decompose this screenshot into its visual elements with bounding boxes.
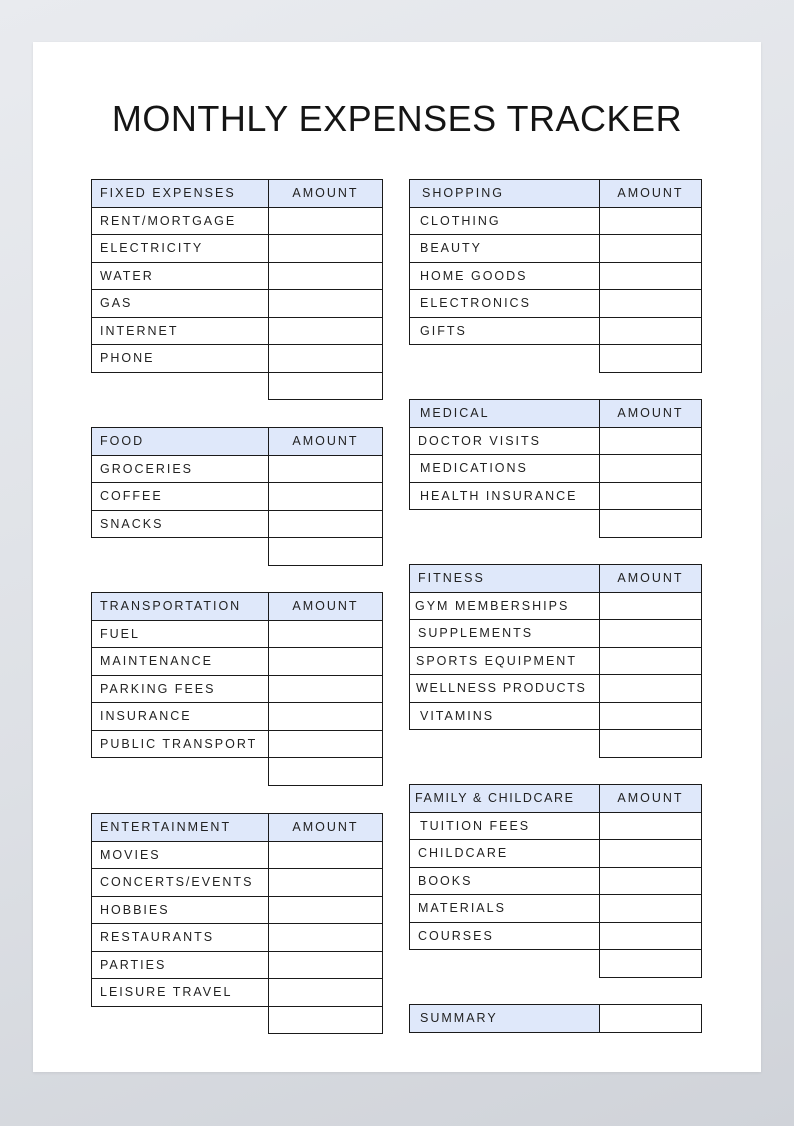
expense-label: BOOKS <box>410 867 600 895</box>
expense-label: SPORTS EQUIPMENT <box>410 647 600 675</box>
amount-header: AMOUNT <box>600 785 702 813</box>
total-cell[interactable] <box>269 758 383 786</box>
table-food <box>91 427 383 566</box>
expense-label: HEALTH INSURANCE <box>410 482 600 510</box>
expense-label: COFFEE <box>92 483 269 511</box>
amount-cell[interactable] <box>600 317 702 345</box>
amount-cell[interactable] <box>600 427 702 455</box>
expense-label: GROCERIES <box>92 455 269 483</box>
amount-header: AMOUNT <box>600 400 702 428</box>
amount-cell[interactable] <box>269 924 383 952</box>
table-entertainment <box>91 813 383 1034</box>
total-cell[interactable] <box>269 372 383 400</box>
amount-cell[interactable] <box>269 620 383 648</box>
table-fitness <box>409 564 702 758</box>
amount-header: AMOUNT <box>269 180 383 208</box>
page-title: MONTHLY EXPENSES TRACKER <box>111 98 683 139</box>
amount-cell[interactable] <box>600 812 702 840</box>
expense-label: ELECTRICITY <box>92 235 269 263</box>
amount-cell[interactable] <box>269 675 383 703</box>
section-header: SHOPPING <box>410 180 600 208</box>
amount-cell[interactable] <box>600 235 702 263</box>
amount-cell[interactable] <box>600 895 702 923</box>
amount-cell[interactable] <box>600 207 702 235</box>
expense-label: ELECTRONICS <box>410 290 600 318</box>
expense-label: DOCTOR VISITS <box>410 427 600 455</box>
amount-header: AMOUNT <box>269 814 383 842</box>
table-medical <box>409 399 702 538</box>
section-header: FITNESS <box>410 565 600 593</box>
table-fixed-expenses <box>91 179 383 400</box>
expense-label: RESTAURANTS <box>92 924 269 952</box>
amount-cell[interactable] <box>600 482 702 510</box>
section-header: MEDICAL <box>410 400 600 428</box>
amount-cell[interactable] <box>269 290 383 318</box>
total-cell[interactable] <box>269 1006 383 1034</box>
amount-cell[interactable] <box>269 730 383 758</box>
expense-label: PARKING FEES <box>92 675 269 703</box>
section-header: SUMMARY <box>410 1005 600 1033</box>
expense-label: PARTIES <box>92 951 269 979</box>
amount-cell[interactable] <box>269 648 383 676</box>
amount-cell[interactable] <box>269 483 383 511</box>
expense-label: MEDICATIONS <box>410 455 600 483</box>
amount-cell[interactable] <box>600 867 702 895</box>
expense-label: VITAMINS <box>410 702 600 730</box>
amount-cell[interactable] <box>600 647 702 675</box>
blank-cell <box>410 950 600 978</box>
total-cell[interactable] <box>600 950 702 978</box>
expense-label: COURSES <box>410 922 600 950</box>
amount-cell[interactable] <box>600 592 702 620</box>
amount-cell[interactable] <box>269 317 383 345</box>
amount-cell[interactable] <box>600 702 702 730</box>
blank-cell <box>92 372 269 400</box>
table-transportation <box>91 592 383 786</box>
amount-cell[interactable] <box>269 979 383 1007</box>
expense-label: CLOTHING <box>410 207 600 235</box>
blank-cell <box>92 1006 269 1034</box>
section-header: FOOD <box>92 428 269 456</box>
amount-cell[interactable] <box>600 922 702 950</box>
expense-label: CONCERTS/EVENTS <box>92 869 269 897</box>
expense-label: SNACKS <box>92 510 269 538</box>
blank-cell <box>410 510 600 538</box>
expenses-sheet <box>33 42 761 1072</box>
amount-cell[interactable] <box>269 262 383 290</box>
expense-label: HOME GOODS <box>410 262 600 290</box>
total-cell[interactable] <box>600 345 702 373</box>
amount-cell[interactable] <box>600 290 702 318</box>
expense-label: WATER <box>92 262 269 290</box>
amount-cell[interactable] <box>269 841 383 869</box>
expense-label: MOVIES <box>92 841 269 869</box>
amount-cell[interactable] <box>269 207 383 235</box>
table-shopping <box>409 179 702 373</box>
expense-label: CHILDCARE <box>410 840 600 868</box>
expense-label: FUEL <box>92 620 269 648</box>
expense-label: GYM MEMBERSHIPS <box>410 592 600 620</box>
expense-label: PHONE <box>92 345 269 373</box>
amount-cell[interactable] <box>269 869 383 897</box>
expense-label: RENT/MORTGAGE <box>92 207 269 235</box>
expense-label: BEAUTY <box>410 235 600 263</box>
amount-cell[interactable] <box>600 840 702 868</box>
amount-header: AMOUNT <box>600 565 702 593</box>
section-header: TRANSPORTATION <box>92 593 269 621</box>
amount-cell[interactable] <box>600 262 702 290</box>
expense-label: WELLNESS PRODUCTS <box>410 675 600 703</box>
expense-label: HOBBIES <box>92 896 269 924</box>
expense-label: GAS <box>92 290 269 318</box>
amount-cell[interactable] <box>600 620 702 648</box>
section-header: FIXED EXPENSES <box>92 180 269 208</box>
expense-label: LEISURE TRAVEL <box>92 979 269 1007</box>
amount-cell[interactable] <box>600 455 702 483</box>
expense-label: GIFTS <box>410 317 600 345</box>
expense-label: MAINTENANCE <box>92 648 269 676</box>
total-cell[interactable] <box>600 510 702 538</box>
amount-cell[interactable] <box>269 235 383 263</box>
amount-cell[interactable] <box>269 510 383 538</box>
blank-cell <box>410 345 600 373</box>
section-header: FAMILY & CHILDCARE <box>410 785 600 813</box>
amount-header: AMOUNT <box>269 428 383 456</box>
expense-label: INTERNET <box>92 317 269 345</box>
summary-amount-cell[interactable] <box>600 1005 702 1033</box>
expense-label: MATERIALS <box>410 895 600 923</box>
amount-cell[interactable] <box>269 951 383 979</box>
table-summary <box>409 1004 702 1033</box>
expense-label: INSURANCE <box>92 703 269 731</box>
amount-cell[interactable] <box>600 675 702 703</box>
blank-cell <box>410 730 600 758</box>
blank-cell <box>92 538 269 566</box>
total-cell[interactable] <box>269 538 383 566</box>
expense-label: SUPPLEMENTS <box>410 620 600 648</box>
amount-cell[interactable] <box>269 896 383 924</box>
table-family-childcare <box>409 784 702 978</box>
section-header: ENTERTAINMENT <box>92 814 269 842</box>
amount-header: AMOUNT <box>269 593 383 621</box>
amount-cell[interactable] <box>269 703 383 731</box>
expense-label: PUBLIC TRANSPORT <box>92 730 269 758</box>
amount-cell[interactable] <box>269 345 383 373</box>
amount-cell[interactable] <box>269 455 383 483</box>
blank-cell <box>92 758 269 786</box>
total-cell[interactable] <box>600 730 702 758</box>
expense-label: TUITION FEES <box>410 812 600 840</box>
amount-header: AMOUNT <box>600 180 702 208</box>
